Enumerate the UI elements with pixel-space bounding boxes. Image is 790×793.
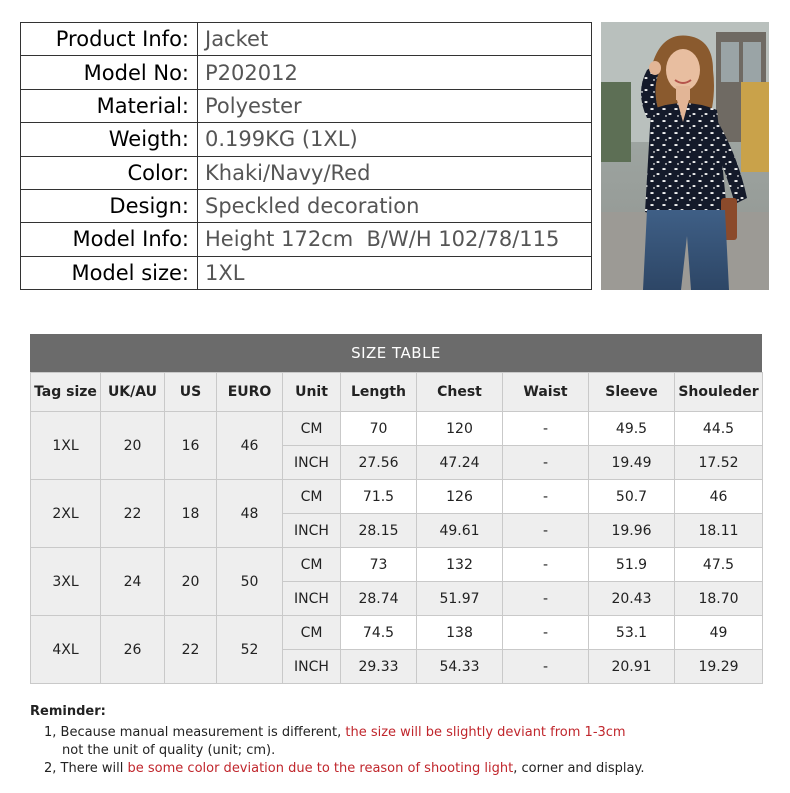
waist-cell: - bbox=[503, 412, 589, 446]
length-cell: 29.33 bbox=[341, 650, 417, 684]
shoulder-cell: 44.5 bbox=[675, 412, 763, 446]
waist-cell: - bbox=[503, 514, 589, 548]
us-cell: 18 bbox=[165, 480, 217, 548]
size-table-block bbox=[30, 334, 762, 684]
info-row-material bbox=[21, 89, 592, 122]
us-cell: 22 bbox=[165, 616, 217, 684]
info-value: 1XL bbox=[198, 256, 592, 289]
reminder-title: Reminder: bbox=[30, 704, 106, 719]
uk-cell: 24 bbox=[101, 548, 165, 616]
shoulder-cell: 46 bbox=[675, 480, 763, 514]
info-value: Speckled decoration bbox=[198, 189, 592, 222]
sleeve-cell: 50.7 bbox=[589, 480, 675, 514]
reminder-line-1 bbox=[30, 724, 770, 742]
sleeve-cell: 51.9 bbox=[589, 548, 675, 582]
header-chest: Chest bbox=[417, 373, 503, 412]
product-info-table bbox=[20, 22, 592, 290]
unit-cell: INCH bbox=[283, 650, 341, 684]
unit-cell: CM bbox=[283, 412, 341, 446]
model-photo bbox=[601, 22, 769, 290]
size-table bbox=[30, 372, 763, 684]
us-cell: 16 bbox=[165, 412, 217, 480]
header-waist: Waist bbox=[503, 373, 589, 412]
length-cell: 28.15 bbox=[341, 514, 417, 548]
euro-cell: 52 bbox=[217, 616, 283, 684]
info-row-weight bbox=[21, 123, 592, 156]
info-label: Model Info: bbox=[21, 223, 198, 256]
length-cell: 28.74 bbox=[341, 582, 417, 616]
tag-size-cell: 3XL bbox=[31, 548, 101, 616]
reminder-highlight: the size will be slightly deviant from 1-3cm bbox=[345, 725, 626, 740]
shoulder-cell: 18.11 bbox=[675, 514, 763, 548]
chest-cell: 51.97 bbox=[417, 582, 503, 616]
unit-cell: CM bbox=[283, 616, 341, 650]
tag-size-cell: 4XL bbox=[31, 616, 101, 684]
uk-cell: 26 bbox=[101, 616, 165, 684]
table-row bbox=[31, 480, 763, 514]
chest-cell: 49.61 bbox=[417, 514, 503, 548]
info-row-model-info bbox=[21, 223, 592, 256]
header-unit: Unit bbox=[283, 373, 341, 412]
sleeve-cell: 19.96 bbox=[589, 514, 675, 548]
us-cell: 20 bbox=[165, 548, 217, 616]
unit-cell: INCH bbox=[283, 446, 341, 480]
info-value: Khaki/Navy/Red bbox=[198, 156, 592, 189]
uk-cell: 20 bbox=[101, 412, 165, 480]
chest-cell: 132 bbox=[417, 548, 503, 582]
info-value: 0.199KG (1XL) bbox=[198, 123, 592, 156]
unit-cell: INCH bbox=[283, 514, 341, 548]
tag-size-cell: 2XL bbox=[31, 480, 101, 548]
uk-cell: 22 bbox=[101, 480, 165, 548]
info-value: Jacket bbox=[198, 23, 592, 56]
size-table-title: SIZE TABLE bbox=[30, 334, 762, 372]
euro-cell: 46 bbox=[217, 412, 283, 480]
info-row-model-size bbox=[21, 256, 592, 289]
table-row bbox=[31, 412, 763, 446]
shoulder-cell: 18.70 bbox=[675, 582, 763, 616]
chest-cell: 120 bbox=[417, 412, 503, 446]
sleeve-cell: 20.43 bbox=[589, 582, 675, 616]
length-cell: 70 bbox=[341, 412, 417, 446]
info-label: Product Info: bbox=[21, 23, 198, 56]
header-tag-size: Tag size bbox=[31, 373, 101, 412]
length-cell: 73 bbox=[341, 548, 417, 582]
chest-cell: 126 bbox=[417, 480, 503, 514]
sleeve-cell: 53.1 bbox=[589, 616, 675, 650]
reminder-text: 2, There will bbox=[44, 761, 128, 776]
euro-cell: 50 bbox=[217, 548, 283, 616]
info-label: Material: bbox=[21, 89, 198, 122]
reminder-line-1-cont: not the unit of quality (unit; cm). bbox=[62, 743, 276, 758]
euro-cell: 48 bbox=[217, 480, 283, 548]
info-value: Polyester bbox=[198, 89, 592, 122]
reminder-text: , corner and display. bbox=[513, 761, 645, 776]
reminder-section bbox=[30, 704, 770, 778]
waist-cell: - bbox=[503, 582, 589, 616]
header-us: US bbox=[165, 373, 217, 412]
info-row-color bbox=[21, 156, 592, 189]
shoulder-cell: 47.5 bbox=[675, 548, 763, 582]
header-length: Length bbox=[341, 373, 417, 412]
waist-cell: - bbox=[503, 548, 589, 582]
info-value bbox=[198, 223, 592, 256]
sleeve-cell: 49.5 bbox=[589, 412, 675, 446]
table-row bbox=[31, 548, 763, 582]
length-cell: 27.56 bbox=[341, 446, 417, 480]
sleeve-cell: 20.91 bbox=[589, 650, 675, 684]
header-uk-au: UK/AU bbox=[101, 373, 165, 412]
reminder-text: 1, Because manual measurement is different, bbox=[44, 725, 346, 740]
chest-cell: 47.24 bbox=[417, 446, 503, 480]
info-label: Model No: bbox=[21, 56, 198, 89]
info-label: Color: bbox=[21, 156, 198, 189]
table-row bbox=[31, 616, 763, 650]
info-label: Design: bbox=[21, 189, 198, 222]
waist-cell: - bbox=[503, 446, 589, 480]
waist-cell: - bbox=[503, 480, 589, 514]
tag-size-cell: 1XL bbox=[31, 412, 101, 480]
model-info-text: Height 172cm B/W/H 102/78/115 bbox=[205, 227, 560, 252]
length-cell: 74.5 bbox=[341, 616, 417, 650]
header-shoulder: Shouleder bbox=[675, 373, 763, 412]
unit-cell: CM bbox=[283, 480, 341, 514]
waist-cell: - bbox=[503, 650, 589, 684]
info-row-product bbox=[21, 23, 592, 56]
info-label: Weigth: bbox=[21, 123, 198, 156]
unit-cell: INCH bbox=[283, 582, 341, 616]
shoulder-cell: 17.52 bbox=[675, 446, 763, 480]
sleeve-cell: 19.49 bbox=[589, 446, 675, 480]
shoulder-cell: 49 bbox=[675, 616, 763, 650]
shoulder-cell: 19.29 bbox=[675, 650, 763, 684]
info-value: P202012 bbox=[198, 56, 592, 89]
info-row-design bbox=[21, 189, 592, 222]
reminder-highlight: be some color deviation due to the reason of shooting light bbox=[127, 761, 514, 776]
chest-cell: 54.33 bbox=[417, 650, 503, 684]
chest-cell: 138 bbox=[417, 616, 503, 650]
info-label: Model size: bbox=[21, 256, 198, 289]
waist-cell: - bbox=[503, 616, 589, 650]
size-table-header-row bbox=[31, 373, 763, 412]
info-row-model-no bbox=[21, 56, 592, 89]
unit-cell: CM bbox=[283, 548, 341, 582]
reminder-line-2 bbox=[30, 760, 770, 778]
length-cell: 71.5 bbox=[341, 480, 417, 514]
header-euro: EURO bbox=[217, 373, 283, 412]
header-sleeve: Sleeve bbox=[589, 373, 675, 412]
